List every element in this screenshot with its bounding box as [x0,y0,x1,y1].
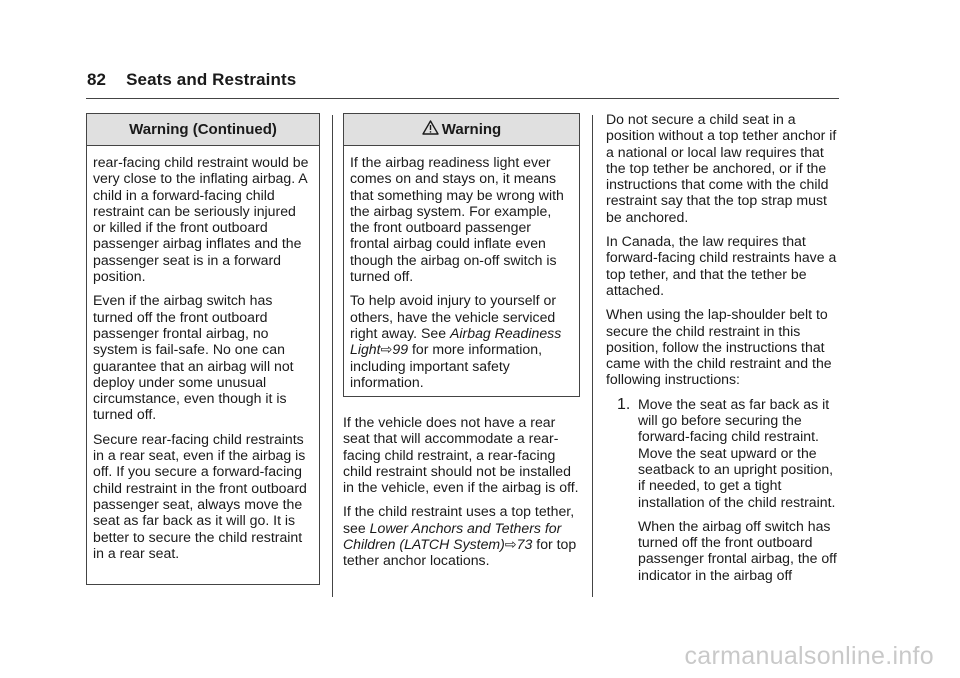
step-continuation: When the airbag off switch has turned off the front outboard passenger frontal airbag, the off indicator in the airbag off [638,517,837,583]
warning-title: Warning [441,121,502,138]
column-2-text [343,414,579,577]
page-reference[interactable]: 73 [516,536,533,553]
column-divider-1 [332,115,333,597]
body-paragraph: In Canada, the law requires that forward-facing child restraints have a top tether, and that the tether be attached. [606,233,837,298]
warning-continued-paragraph: rear-facing child restraint would be very close to the inflating airbag. A child in a forward-facing child restraint can be seriously injured or killed if the front outboard passenger airbag inflates and the passenger seat is in a forward position. [93,154,309,285]
step-text: Move the seat as far back as it will go before securing the forward-facing child restraint. Move the seat upward or the seatback to an upright position, if needed, to get a tight installation of the child restraint. [638,395,836,510]
warning-continued-box [86,113,320,585]
warning-box [343,113,580,397]
page-reference-icon: ⇨ [504,536,517,553]
warning-continued-title: Warning (Continued) [87,114,319,146]
latch-system-link[interactable]: Lower Anchors and Tethers for Children (LATCH System) [343,519,562,553]
body-paragraph: When using the lap-shoulder belt to secure the child restraint in this position, follow the instructions that came with the child restraint and the following instructions: [606,306,832,388]
column-divider-2 [592,115,593,597]
page-reference[interactable]: 99 [392,341,409,358]
airbag-readiness-light-link[interactable]: Airbag Readiness Light [350,324,562,358]
body-paragraph: Do not secure a child seat in a position without a top tether anchor if a national or local law requires that the top tether be anchored, or if the instructions that come with the child restraint say that the top strap must be anchored. [606,111,837,225]
page-number: 82 [87,70,107,89]
warning-continued-paragraph: Even if the airbag switch has turned off the front outboard passenger frontal airbag, no system is fail-safe. No one can guarantee that an airbag will not deploy under some unusual circumstance, even though it is turned off. [93,292,294,423]
column-3-text [606,111,841,591]
instruction-step [606,396,841,583]
page-reference-icon: ⇨ [380,341,393,358]
step-number: 1. [617,395,631,413]
warning-paragraph: To help avoid injury to yourself or others, have the vehicle serviced right away. See Airbag Readiness Light⇨99 for more information, including important safety information. [350,292,562,390]
section-title: Seats and Restraints [126,70,297,89]
warning-continued-paragraph: Secure rear-facing child restraints in a rear seat, even if the airbag is off. If you secure a forward-facing child restraint in the front outboard passenger seat, always move the seat as far back as it will go. It is better to secure the child restraint in a rear seat. [93,430,307,561]
header-rule [86,98,839,99]
warning-body [344,146,579,404]
body-paragraph: If the child restraint uses a top tether, see Lower Anchors and Tethers for Children (LATCH System)⇨73 for top tether anchor locations. [343,503,577,569]
warning-triangle-icon [422,120,439,135]
warning-continued-body [87,146,319,575]
watermark: carmanualsonline.info [684,642,934,670]
warning-paragraph: If the airbag readiness light ever comes on and stays on, it means that something may be wrong with the airbag system. For example, the front outboard passenger frontal airbag could inflate even though the airbag on-off switch is turned off. [350,154,564,285]
body-paragraph: If the vehicle does not have a rear seat that will accommodate a rear-facing child restraint, a rear-facing child restraint should not be installed in the vehicle, even if the airbag is off. [343,414,579,496]
page-header [87,70,296,90]
warning-title-bar [344,114,579,146]
